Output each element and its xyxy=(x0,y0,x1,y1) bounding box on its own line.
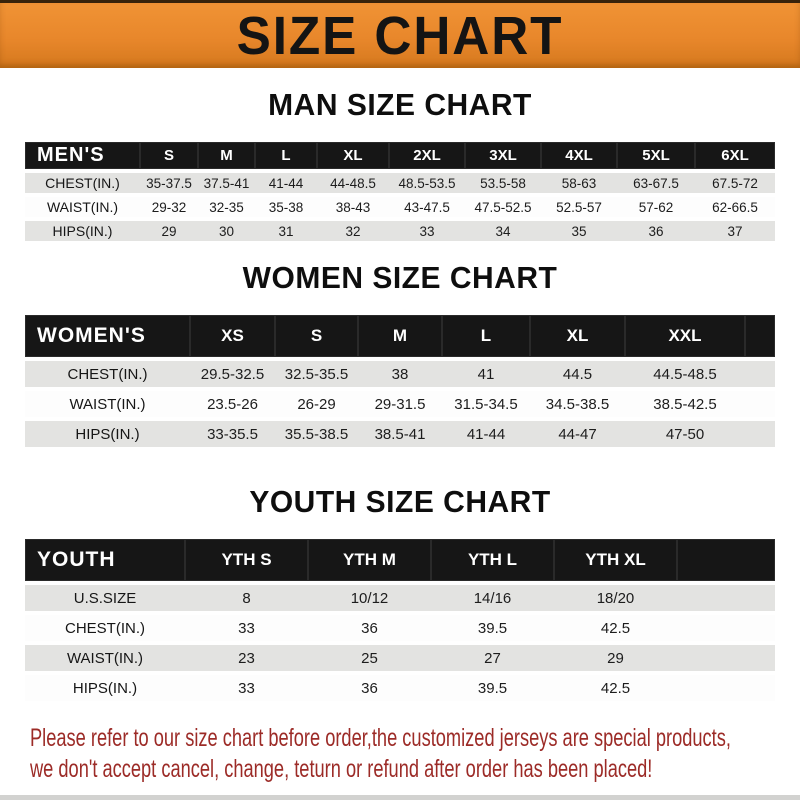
value-cell: 29-31.5 xyxy=(358,391,442,417)
value-cell: 27 xyxy=(431,645,554,671)
note-line-1: Please refer to our size chart before order,the customized jerseys are special products, xyxy=(30,724,731,752)
size-header-cell: L xyxy=(442,315,530,357)
size-header-cell: 4XL xyxy=(541,142,617,169)
value-cell: 23 xyxy=(185,645,308,671)
value-cell: 36 xyxy=(308,615,431,641)
row-label-cell: WAIST(IN.) xyxy=(25,197,140,217)
value-cell: 67.5-72 xyxy=(695,173,775,193)
value-cell: 38.5-41 xyxy=(358,421,442,447)
value-cell: 23.5-26 xyxy=(190,391,275,417)
size-header-cell: 2XL xyxy=(389,142,465,169)
value-cell: 35-38 xyxy=(255,197,317,217)
table-title-cell: MEN'S xyxy=(25,142,140,169)
value-cell: 33 xyxy=(389,221,465,241)
banner-title: SIZE CHART xyxy=(236,5,564,66)
value-cell: 39.5 xyxy=(431,675,554,701)
row-label-cell: CHEST(IN.) xyxy=(25,361,190,387)
value-cell: 58-63 xyxy=(541,173,617,193)
value-cell xyxy=(677,675,775,701)
womens-size-table xyxy=(25,311,775,451)
size-header-cell: L xyxy=(255,142,317,169)
value-cell: 42.5 xyxy=(554,615,677,641)
size-header-cell: M xyxy=(198,142,255,169)
value-cell: 30 xyxy=(198,221,255,241)
value-cell: 32.5-35.5 xyxy=(275,361,358,387)
size-header-cell: M xyxy=(358,315,442,357)
footer-note xyxy=(30,723,800,785)
table-row xyxy=(25,221,775,241)
size-header-cell xyxy=(745,315,775,357)
table-title-cell: YOUTH xyxy=(25,539,185,581)
value-cell: 38-43 xyxy=(317,197,389,217)
value-cell: 31.5-34.5 xyxy=(442,391,530,417)
value-cell: 25 xyxy=(308,645,431,671)
men-section-heading: MAN SIZE CHART xyxy=(268,88,532,123)
value-cell: 38 xyxy=(358,361,442,387)
value-cell: 44-48.5 xyxy=(317,173,389,193)
mens-size-table xyxy=(25,138,775,245)
value-cell: 52.5-57 xyxy=(541,197,617,217)
value-cell: 29.5-32.5 xyxy=(190,361,275,387)
value-cell: 14/16 xyxy=(431,585,554,611)
size-header-cell: XL xyxy=(530,315,625,357)
value-cell: 37.5-41 xyxy=(198,173,255,193)
women-section-heading: WOMEN SIZE CHART xyxy=(242,261,558,296)
value-cell: 31 xyxy=(255,221,317,241)
value-cell: 29-32 xyxy=(140,197,198,217)
value-cell xyxy=(745,421,775,447)
table-row xyxy=(25,645,775,671)
value-cell xyxy=(745,361,775,387)
value-cell: 44.5 xyxy=(530,361,625,387)
table-row xyxy=(25,361,775,387)
value-cell: 44.5-48.5 xyxy=(625,361,745,387)
table-row xyxy=(25,585,775,611)
value-cell: 33-35.5 xyxy=(190,421,275,447)
value-cell: 42.5 xyxy=(554,675,677,701)
value-cell xyxy=(745,391,775,417)
table-header-row xyxy=(25,142,775,169)
value-cell xyxy=(677,645,775,671)
value-cell xyxy=(677,585,775,611)
size-header-cell: YTH L xyxy=(431,539,554,581)
row-label-cell: WAIST(IN.) xyxy=(25,645,185,671)
table-row xyxy=(25,173,775,193)
value-cell: 63-67.5 xyxy=(617,173,695,193)
value-cell: 36 xyxy=(308,675,431,701)
value-cell: 26-29 xyxy=(275,391,358,417)
value-cell: 36 xyxy=(617,221,695,241)
row-label-cell: HIPS(IN.) xyxy=(25,675,185,701)
value-cell: 35 xyxy=(541,221,617,241)
youth-section-heading: YOUTH SIZE CHART xyxy=(249,485,551,520)
table-row xyxy=(25,615,775,641)
value-cell: 34 xyxy=(465,221,541,241)
value-cell: 29 xyxy=(140,221,198,241)
table-row xyxy=(25,421,775,447)
size-header-cell xyxy=(677,539,775,581)
table-title-cell: WOMEN'S xyxy=(25,315,190,357)
size-chart-banner xyxy=(0,0,800,68)
table-header-row xyxy=(25,315,775,357)
table-row xyxy=(25,197,775,217)
row-label-cell: CHEST(IN.) xyxy=(25,615,185,641)
size-header-cell: XS xyxy=(190,315,275,357)
row-label-cell: HIPS(IN.) xyxy=(25,221,140,241)
value-cell: 47-50 xyxy=(625,421,745,447)
table-row xyxy=(25,675,775,701)
value-cell: 29 xyxy=(554,645,677,671)
bottom-strip xyxy=(0,795,800,800)
youth-size-table xyxy=(25,535,775,705)
value-cell: 38.5-42.5 xyxy=(625,391,745,417)
value-cell: 57-62 xyxy=(617,197,695,217)
size-header-cell: 6XL xyxy=(695,142,775,169)
value-cell: 43-47.5 xyxy=(389,197,465,217)
note-line-2: we don't accept cancel, change, teturn or refund after order has been placed! xyxy=(30,755,653,783)
value-cell: 41-44 xyxy=(442,421,530,447)
value-cell: 35-37.5 xyxy=(140,173,198,193)
value-cell: 44-47 xyxy=(530,421,625,447)
value-cell: 53.5-58 xyxy=(465,173,541,193)
value-cell: 41-44 xyxy=(255,173,317,193)
table-row xyxy=(25,391,775,417)
size-header-cell: S xyxy=(140,142,198,169)
size-header-cell: YTH M xyxy=(308,539,431,581)
size-header-cell: YTH XL xyxy=(554,539,677,581)
value-cell: 41 xyxy=(442,361,530,387)
value-cell: 35.5-38.5 xyxy=(275,421,358,447)
size-header-cell: YTH S xyxy=(185,539,308,581)
value-cell: 48.5-53.5 xyxy=(389,173,465,193)
value-cell: 10/12 xyxy=(308,585,431,611)
size-header-cell: 5XL xyxy=(617,142,695,169)
value-cell: 37 xyxy=(695,221,775,241)
value-cell: 18/20 xyxy=(554,585,677,611)
value-cell: 47.5-52.5 xyxy=(465,197,541,217)
row-label-cell: U.S.SIZE xyxy=(25,585,185,611)
row-label-cell: HIPS(IN.) xyxy=(25,421,190,447)
value-cell xyxy=(677,615,775,641)
value-cell: 32 xyxy=(317,221,389,241)
value-cell: 39.5 xyxy=(431,615,554,641)
value-cell: 33 xyxy=(185,675,308,701)
row-label-cell: CHEST(IN.) xyxy=(25,173,140,193)
value-cell: 34.5-38.5 xyxy=(530,391,625,417)
value-cell: 62-66.5 xyxy=(695,197,775,217)
size-header-cell: XXL xyxy=(625,315,745,357)
value-cell: 8 xyxy=(185,585,308,611)
row-label-cell: WAIST(IN.) xyxy=(25,391,190,417)
size-header-cell: 3XL xyxy=(465,142,541,169)
size-header-cell: S xyxy=(275,315,358,357)
value-cell: 32-35 xyxy=(198,197,255,217)
value-cell: 33 xyxy=(185,615,308,641)
table-header-row xyxy=(25,539,775,581)
size-header-cell: XL xyxy=(317,142,389,169)
